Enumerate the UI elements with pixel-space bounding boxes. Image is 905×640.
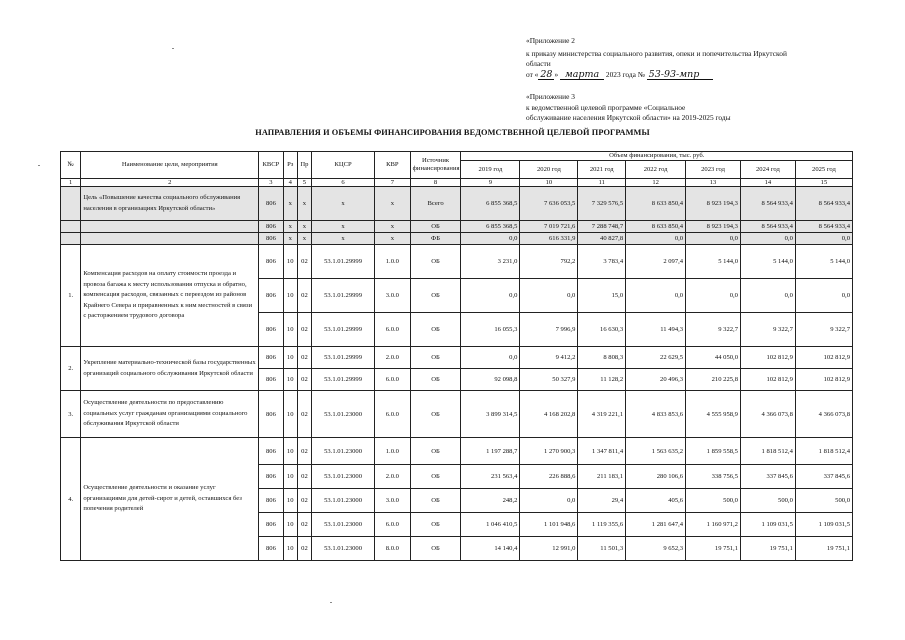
amount-cell: 1 160 971,2 (686, 513, 741, 537)
kcsr-cell: x (312, 233, 375, 245)
kcsr-cell: 53.1.01.29999 (312, 347, 375, 369)
col-index: 11 (578, 179, 626, 187)
amount-cell: 102 812,9 (795, 347, 852, 369)
amount-cell: 8 564 933,4 (795, 221, 852, 233)
kcsr-cell: 53.1.01.29999 (312, 279, 375, 313)
scan-speck (330, 602, 332, 603)
col-index: 3 (259, 179, 283, 187)
kvsr-cell: 806 (259, 187, 283, 221)
date-sep: » (554, 70, 559, 79)
col-kcsr: КЦСР (312, 152, 375, 179)
source-cell: ОБ (410, 369, 461, 391)
amount-cell: 0,0 (626, 279, 686, 313)
activity-row (61, 391, 853, 438)
kcsr-cell: 53.1.01.29999 (312, 313, 375, 347)
amount-cell: 0,0 (461, 279, 520, 313)
goal-row (61, 233, 853, 245)
amount-cell: 5 144,0 (795, 245, 852, 279)
amount-cell: 211 183,1 (578, 465, 626, 489)
kcsr-cell: x (312, 221, 375, 233)
pr-cell: 02 (297, 465, 311, 489)
col-index: 2 (81, 179, 259, 187)
amount-cell: 19 751,1 (795, 537, 852, 561)
source-cell: ОБ (410, 489, 461, 513)
col-index: 9 (461, 179, 520, 187)
amount-cell: 3 783,4 (578, 245, 626, 279)
amount-cell: 14 140,4 (461, 537, 520, 561)
activity-num-cell: 1. (61, 245, 81, 347)
kvr-cell: 6.0.0 (375, 313, 411, 347)
amount-cell: 4 366 073,8 (740, 391, 795, 438)
amount-cell: 0,0 (795, 279, 852, 313)
goal-num-cell (61, 221, 81, 233)
amount-cell: 4 319 221,1 (578, 391, 626, 438)
kvsr-cell: 806 (259, 438, 283, 465)
kcsr-cell: 53.1.01.23000 (312, 391, 375, 438)
source-cell: ФБ (410, 233, 461, 245)
kvsr-cell: 806 (259, 537, 283, 561)
amount-cell: 5 144,0 (740, 245, 795, 279)
amount-cell: 0,0 (626, 233, 686, 245)
source-cell: Всего (410, 187, 461, 221)
goal-row (61, 187, 853, 221)
amount-cell: 9 322,7 (795, 313, 852, 347)
amount-cell: 280 106,6 (626, 465, 686, 489)
amount-cell: 0,0 (740, 279, 795, 313)
pr-cell: 02 (297, 313, 311, 347)
activity-row (61, 438, 853, 465)
rz-cell: x (283, 221, 297, 233)
kvr-cell: 6.0.0 (375, 513, 411, 537)
amount-cell: 19 751,1 (686, 537, 741, 561)
date-month: марта (560, 70, 604, 80)
amount-cell: 1 119 355,6 (578, 513, 626, 537)
col-rz: Рз (283, 152, 297, 179)
amount-cell: 1 347 811,4 (578, 438, 626, 465)
col-year: 2025 год (795, 161, 852, 179)
rz-cell: 10 (283, 245, 297, 279)
goal-row (61, 221, 853, 233)
kvr-cell: 3.0.0 (375, 279, 411, 313)
source-cell: ОБ (410, 438, 461, 465)
amount-cell: 1 197 288,7 (461, 438, 520, 465)
amount-cell: 11 128,2 (578, 369, 626, 391)
kvsr-cell: 806 (259, 233, 283, 245)
rz-cell: 10 (283, 489, 297, 513)
col-index: 5 (297, 179, 311, 187)
col-index: 15 (795, 179, 852, 187)
amount-cell: 0,0 (461, 347, 520, 369)
amount-cell: 102 812,9 (795, 369, 852, 391)
kvsr-cell: 806 (259, 513, 283, 537)
kcsr-cell: 53.1.01.23000 (312, 489, 375, 513)
amount-cell: 500,0 (795, 489, 852, 513)
pr-cell: 02 (297, 369, 311, 391)
amount-cell: 9 322,7 (686, 313, 741, 347)
kvsr-cell: 806 (259, 369, 283, 391)
amount-cell: 4 555 958,9 (686, 391, 741, 438)
col-name: Наименование цели, мероприятия (81, 152, 259, 179)
kvr-cell: 6.0.0 (375, 391, 411, 438)
amount-cell: 9 322,7 (740, 313, 795, 347)
col-index: 12 (626, 179, 686, 187)
rz-cell: 10 (283, 465, 297, 489)
source-cell: ОБ (410, 391, 461, 438)
col-index: 7 (375, 179, 411, 187)
financing-table (60, 151, 853, 561)
rz-cell: 10 (283, 313, 297, 347)
col-year: 2019 год (461, 161, 520, 179)
source-cell: ОБ (410, 513, 461, 537)
amount-cell: 1 109 031,5 (795, 513, 852, 537)
col-index: 13 (686, 179, 741, 187)
pr-cell: 02 (297, 391, 311, 438)
col-index: 8 (410, 179, 461, 187)
amount-cell: 6 855 368,5 (461, 221, 520, 233)
kvsr-cell: 806 (259, 279, 283, 313)
col-pr: Пр (297, 152, 311, 179)
kcsr-cell: 53.1.01.23000 (312, 438, 375, 465)
kvsr-cell: 806 (259, 221, 283, 233)
kcsr-cell: 53.1.01.23000 (312, 465, 375, 489)
kvr-cell: 3.0.0 (375, 489, 411, 513)
pr-cell: 02 (297, 438, 311, 465)
scan-speck (172, 48, 174, 49)
amount-cell: 3 899 314,5 (461, 391, 520, 438)
amount-cell: 337 845,6 (795, 465, 852, 489)
amount-cell: 0,0 (686, 233, 741, 245)
pr-cell: x (297, 221, 311, 233)
amount-cell: 1 101 948,6 (520, 513, 578, 537)
activity-name-cell: Осуществление деятельности и оказание услуг организациями для детей-сирот и детей, оставшихся без попечения родителей (81, 438, 259, 561)
kvr-cell: 1.0.0 (375, 245, 411, 279)
col-year: 2023 год (686, 161, 741, 179)
kvr-cell: 2.0.0 (375, 347, 411, 369)
source-cell: ОБ (410, 221, 461, 233)
col-index: 1 (61, 179, 81, 187)
amount-cell: 92 098,8 (461, 369, 520, 391)
amount-cell: 102 812,9 (740, 347, 795, 369)
amount-cell: 248,2 (461, 489, 520, 513)
amount-cell: 338 756,5 (686, 465, 741, 489)
amount-cell: 1 270 900,3 (520, 438, 578, 465)
amount-cell: 8 564 933,4 (795, 187, 852, 221)
amount-cell: 11 494,3 (626, 313, 686, 347)
col-volume-header: Объем финансирования, тыс. руб. (461, 152, 853, 161)
col-kvr: КВР (375, 152, 411, 179)
col-source: Источник финансирования (410, 152, 461, 179)
date-day: 28 (540, 69, 553, 80)
rz-cell: 10 (283, 537, 297, 561)
pr-cell: 02 (297, 347, 311, 369)
activity-num-cell: 2. (61, 347, 81, 391)
scan-speck (38, 165, 40, 166)
col-year: 2020 год (520, 161, 578, 179)
date-prefix: от « (526, 70, 539, 79)
amount-cell: 210 225,8 (686, 369, 741, 391)
kcsr-cell: x (312, 187, 375, 221)
kvsr-cell: 806 (259, 245, 283, 279)
col-year: 2024 год (740, 161, 795, 179)
pr-cell: x (297, 187, 311, 221)
amount-cell: 2 097,4 (626, 245, 686, 279)
kcsr-cell: 53.1.01.29999 (312, 369, 375, 391)
activity-num-cell: 3. (61, 391, 81, 438)
kvr-cell: x (375, 233, 411, 245)
source-cell: ОБ (410, 465, 461, 489)
kvsr-cell: 806 (259, 465, 283, 489)
amount-cell: 7 996,9 (520, 313, 578, 347)
amount-cell: 7 288 748,7 (578, 221, 626, 233)
col-index: 4 (283, 179, 297, 187)
col-kvsr: КВСР (259, 152, 283, 179)
amount-cell: 0,0 (740, 233, 795, 245)
amount-cell: 1 818 512,4 (795, 438, 852, 465)
amount-cell: 8 923 194,3 (686, 187, 741, 221)
amount-cell: 9 412,2 (520, 347, 578, 369)
appendix-2-region: области (526, 59, 551, 68)
source-cell: ОБ (410, 537, 461, 561)
kcsr-cell: 53.1.01.23000 (312, 513, 375, 537)
amount-cell: 792,2 (520, 245, 578, 279)
kvr-cell: 2.0.0 (375, 465, 411, 489)
activity-row (61, 245, 853, 279)
amount-cell: 1 281 647,4 (626, 513, 686, 537)
pr-cell: x (297, 233, 311, 245)
col-num: № (61, 152, 81, 179)
activity-name-cell: Компенсация расходов на оплату стоимости проезда и провоза багажа к месту использования отпуска и обратно, компенсация расходов, связанных с переездом из районов Крайнего Севера и приравненных к ним местностей в связи с расторжением трудового договора (81, 245, 259, 347)
kvsr-cell: 806 (259, 489, 283, 513)
col-index: 6 (312, 179, 375, 187)
pr-cell: 02 (297, 537, 311, 561)
amount-cell: 6 855 368,5 (461, 187, 520, 221)
activity-num-cell: 4. (61, 438, 81, 561)
kvsr-cell: 806 (259, 313, 283, 347)
amount-cell: 0,0 (520, 279, 578, 313)
pr-cell: 02 (297, 279, 311, 313)
amount-cell: 226 888,6 (520, 465, 578, 489)
amount-cell: 50 327,9 (520, 369, 578, 391)
date-year: 2023 года № (605, 70, 645, 79)
appendix-2-label: «Приложение 2 (526, 36, 575, 45)
amount-cell: 1 046 410,5 (461, 513, 520, 537)
kvsr-cell: 806 (259, 391, 283, 438)
document-title: НАПРАВЛЕНИЯ И ОБЪЕМЫ ФИНАНСИРОВАНИЯ ВЕДОМСТВЕННОЙ ЦЕЛЕВОЙ ПРОГРАММЫ (255, 128, 650, 137)
amount-cell: 500,0 (740, 489, 795, 513)
amount-cell: 8 633 850,4 (626, 221, 686, 233)
goal-name-cell (81, 233, 259, 245)
kvr-cell: x (375, 221, 411, 233)
amount-cell: 616 331,9 (520, 233, 578, 245)
kvsr-cell: 806 (259, 347, 283, 369)
amount-cell: 0,0 (520, 489, 578, 513)
source-cell: ОБ (410, 245, 461, 279)
col-year: 2021 год (578, 161, 626, 179)
rz-cell: x (283, 233, 297, 245)
amount-cell: 1 818 512,4 (740, 438, 795, 465)
kcsr-cell: 53.1.01.29999 (312, 245, 375, 279)
appendix-2-date-line (526, 70, 713, 80)
amount-cell: 11 501,3 (578, 537, 626, 561)
activity-row (61, 347, 853, 369)
appendix-3-program-name: обслуживание населения Иркутской области» на 2019-2025 годы (526, 113, 731, 122)
amount-cell: 8 564 933,4 (740, 187, 795, 221)
kvr-cell: 1.0.0 (375, 438, 411, 465)
amount-cell: 231 563,4 (461, 465, 520, 489)
amount-cell: 405,6 (626, 489, 686, 513)
amount-cell: 9 652,3 (626, 537, 686, 561)
goal-name-cell: Цель «Повышение качества социального обслуживания населения в организациях Иркутской области» (81, 187, 259, 221)
goal-name-cell (81, 221, 259, 233)
amount-cell: 102 812,9 (740, 369, 795, 391)
rz-cell: 10 (283, 513, 297, 537)
pr-cell: 02 (297, 513, 311, 537)
kvr-cell: x (375, 187, 411, 221)
amount-cell: 8 633 850,4 (626, 187, 686, 221)
appendix-3-label: «Приложение 3 (526, 92, 575, 101)
pr-cell: 02 (297, 489, 311, 513)
amount-cell: 40 827,8 (578, 233, 626, 245)
activity-name-cell: Осуществление деятельности по предоставлению социальных услуг гражданам организациями социального обслуживания Иркутской области (81, 391, 259, 438)
amount-cell: 8 564 933,4 (740, 221, 795, 233)
amount-cell: 0,0 (686, 279, 741, 313)
amount-cell: 12 991,0 (520, 537, 578, 561)
amount-cell: 44 050,0 (686, 347, 741, 369)
amount-cell: 8 923 194,3 (686, 221, 741, 233)
amount-cell: 4 168 202,8 (520, 391, 578, 438)
amount-cell: 8 808,3 (578, 347, 626, 369)
amount-cell: 1 563 635,2 (626, 438, 686, 465)
amount-cell: 1 859 558,5 (686, 438, 741, 465)
amount-cell: 16 055,3 (461, 313, 520, 347)
amount-cell: 19 751,1 (740, 537, 795, 561)
kcsr-cell: 53.1.01.23000 (312, 537, 375, 561)
amount-cell: 4 833 853,6 (626, 391, 686, 438)
order-number: 53-93-мпр (647, 70, 713, 80)
rz-cell: x (283, 187, 297, 221)
amount-cell: 22 629,5 (626, 347, 686, 369)
rz-cell: 10 (283, 391, 297, 438)
amount-cell: 20 496,3 (626, 369, 686, 391)
col-year: 2022 год (626, 161, 686, 179)
amount-cell: 337 845,6 (740, 465, 795, 489)
rz-cell: 10 (283, 347, 297, 369)
amount-cell: 15,0 (578, 279, 626, 313)
amount-cell: 7 019 721,6 (520, 221, 578, 233)
amount-cell: 7 329 576,5 (578, 187, 626, 221)
amount-cell: 500,0 (686, 489, 741, 513)
kvr-cell: 8.0.0 (375, 537, 411, 561)
goal-num-cell (61, 233, 81, 245)
amount-cell: 0,0 (795, 233, 852, 245)
source-cell: ОБ (410, 347, 461, 369)
amount-cell: 5 144,0 (686, 245, 741, 279)
pr-cell: 02 (297, 245, 311, 279)
appendix-3-program-line: к ведомственной целевой программе «Социальное (526, 103, 686, 112)
col-index: 14 (740, 179, 795, 187)
appendix-2-order-line: к приказу министерства социального развития, опеки и попечительства Иркутской (526, 49, 787, 58)
kvr-cell: 6.0.0 (375, 369, 411, 391)
amount-cell: 1 109 031,5 (740, 513, 795, 537)
rz-cell: 10 (283, 369, 297, 391)
col-index: 10 (520, 179, 578, 187)
activity-name-cell: Укрепление материально-технической базы государственных организаций социального обслуживания Иркутской области (81, 347, 259, 391)
source-cell: ОБ (410, 279, 461, 313)
amount-cell: 4 366 073,8 (795, 391, 852, 438)
source-cell: ОБ (410, 313, 461, 347)
goal-num-cell (61, 187, 81, 221)
amount-cell: 7 636 053,5 (520, 187, 578, 221)
amount-cell: 16 630,3 (578, 313, 626, 347)
rz-cell: 10 (283, 279, 297, 313)
rz-cell: 10 (283, 438, 297, 465)
amount-cell: 3 231,0 (461, 245, 520, 279)
amount-cell: 29,4 (578, 489, 626, 513)
amount-cell: 0,0 (461, 233, 520, 245)
